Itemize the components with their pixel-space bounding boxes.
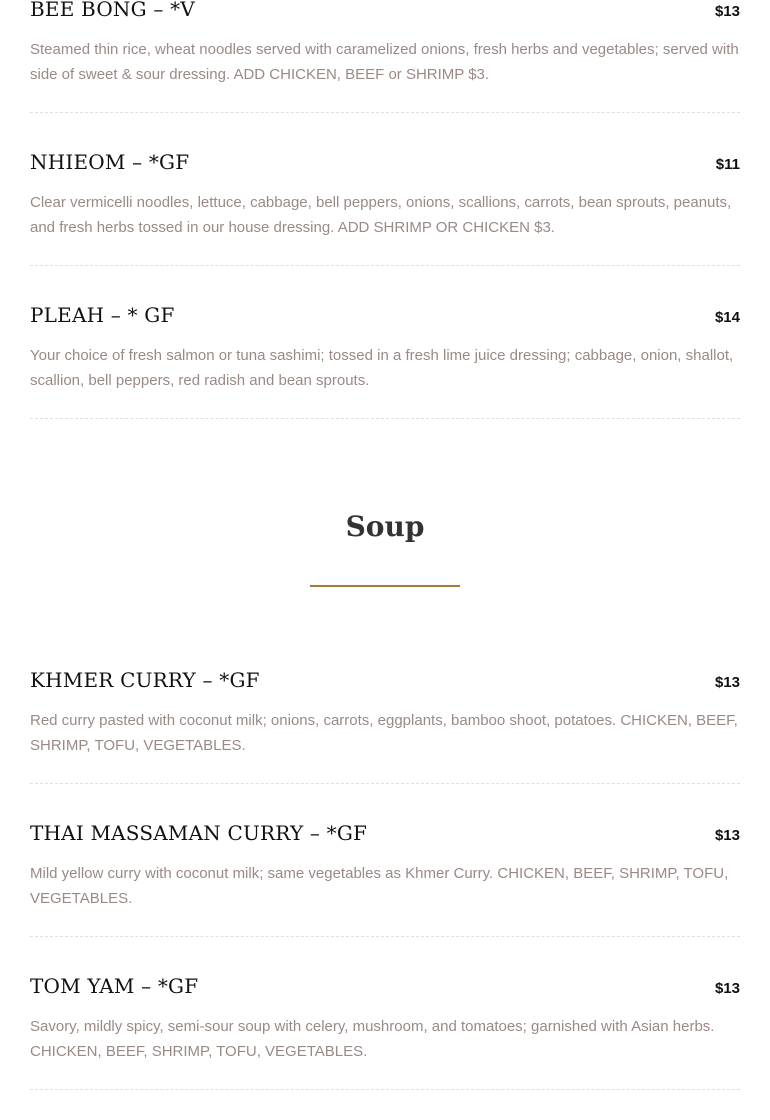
menu-item-price: $13 bbox=[714, 674, 740, 691]
menu-item-price: $13 bbox=[714, 827, 740, 844]
menu-item bbox=[30, 290, 740, 419]
menu-item-header bbox=[30, 655, 740, 698]
menu-item-price: $11 bbox=[715, 156, 740, 173]
menu-item-name: NHIEOM – *GF bbox=[30, 150, 190, 174]
menu-item-name: BEE BONG – *V bbox=[30, 0, 195, 21]
menu-item-header bbox=[30, 961, 740, 1004]
menu-item-header bbox=[30, 0, 740, 27]
menu-item-name: KHMER CURRY – *GF bbox=[30, 668, 260, 692]
section-divider bbox=[310, 585, 460, 587]
menu-item-description: Your choice of fresh salmon or tuna sashimi; tossed in a fresh lime juice dressing; cabbage, onion, shallot, scallion, bell peppers, red radish and bean sprouts. bbox=[30, 347, 734, 389]
menu-item-name: THAI MASSAMAN CURRY – *GF bbox=[30, 821, 368, 845]
menu-item-description: Savory, mildly spicy, semi-sour soup with celery, mushroom, and tomatoes; garnished with Asian herbs. CHICKEN, BEEF, SHRIMP, TOFU, VEGETABLES. bbox=[30, 1018, 715, 1060]
menu-item-header bbox=[30, 137, 740, 180]
menu-item bbox=[30, 0, 740, 113]
menu-item-price: $14 bbox=[714, 309, 740, 326]
menu-list-soup bbox=[30, 655, 740, 1090]
menu-item-header bbox=[30, 290, 740, 333]
menu-list-salads bbox=[30, 0, 740, 419]
menu-item-price: $13 bbox=[714, 3, 740, 20]
menu-item-name: PLEAH – * GF bbox=[30, 303, 175, 327]
menu-item bbox=[30, 655, 740, 784]
menu-item-header bbox=[30, 808, 740, 851]
section-header-soup bbox=[0, 505, 770, 587]
menu-item-price: $13 bbox=[714, 980, 740, 997]
menu-item-description: Mild yellow curry with coconut milk; same vegetables as Khmer Curry. CHICKEN, BEEF, SHRIMP, TOFU, VEGETABLES. bbox=[30, 865, 729, 907]
menu-item-description: Red curry pasted with coconut milk; onions, carrots, eggplants, bamboo shoot, potatoes. CHICKEN, BEEF, SHRIMP, TOFU, VEGETABLES. bbox=[30, 712, 738, 754]
menu-item-description: Clear vermicelli noodles, lettuce, cabbage, bell peppers, onions, scallions, carrots, bean sprouts, peanuts, and fresh herbs tossed in our house dressing. ADD SHRIMP OR CHICKEN $3. bbox=[30, 194, 732, 236]
section-title: Soup bbox=[345, 510, 425, 543]
menu-item-description: Steamed thin rice, wheat noodles served with caramelized onions, fresh herbs and vegetables; served with side of sweet & sour dressing. ADD CHICKEN, BEEF or SHRIMP $3. bbox=[30, 41, 739, 83]
menu-item bbox=[30, 961, 740, 1090]
menu-item bbox=[30, 808, 740, 937]
menu-item-name: TOM YAM – *GF bbox=[30, 974, 199, 998]
menu-item bbox=[30, 137, 740, 266]
